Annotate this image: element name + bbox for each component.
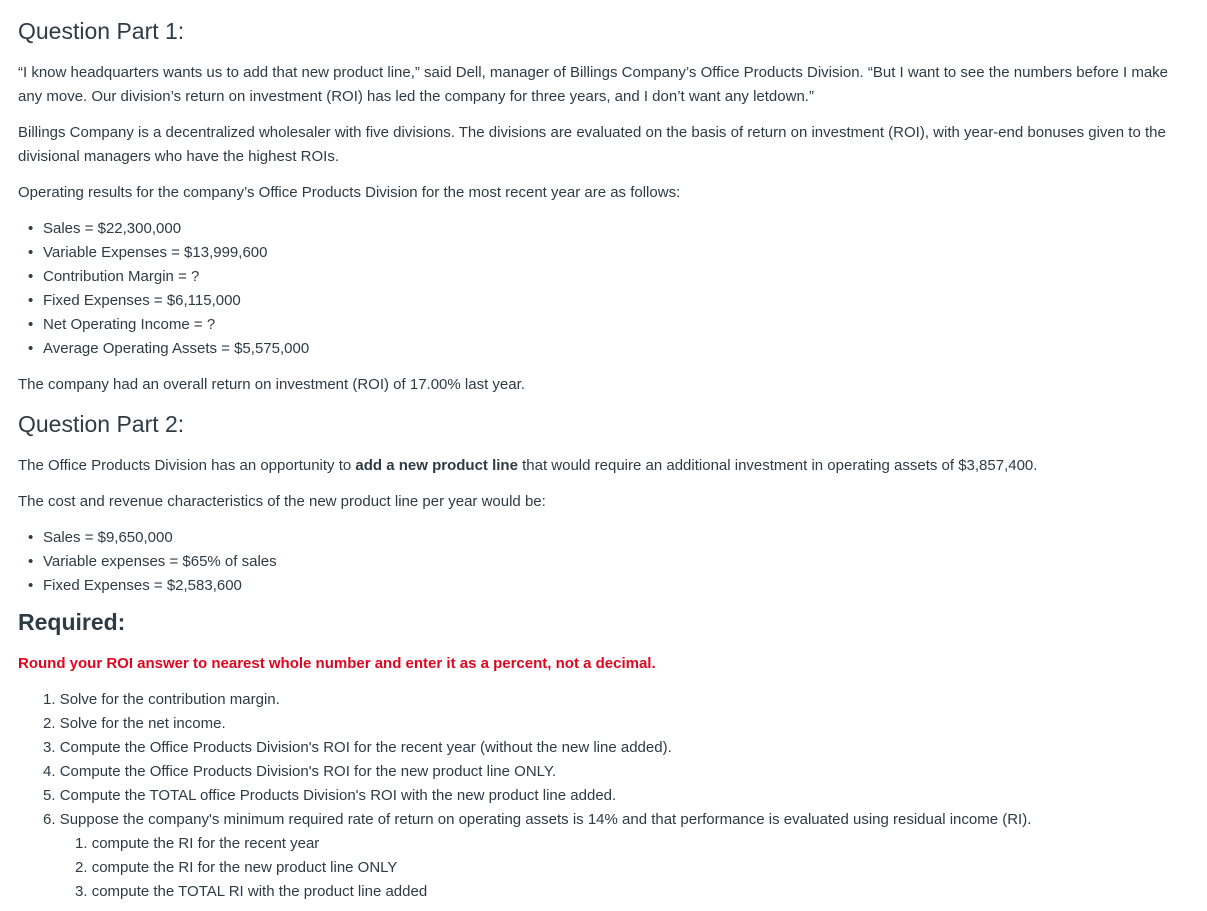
operating-results-list xyxy=(18,217,1189,361)
new-product-opportunity-paragraph xyxy=(18,454,1189,478)
item-number: 1. xyxy=(75,835,88,852)
operating-results-intro: Operating results for the company’s Office Products Division for the most recent year are as follows: xyxy=(18,184,681,201)
item-text: Compute the Office Products Division's ROI for the recent year (without the new line added). xyxy=(59,739,672,756)
overall-roi-paragraph: The company had an overall return on investment (ROI) of 17.00% last year. xyxy=(18,376,525,393)
heading-question-part-2: Question Part 2: xyxy=(18,411,185,437)
rounding-instruction: Round your ROI answer to nearest whole number and enter it as a percent, not a decimal. xyxy=(18,655,656,672)
new-product-line-list xyxy=(18,526,1189,598)
list-item-new-variable-expenses: • Variable expenses = $65% of sales xyxy=(43,550,1189,574)
list-item-sales: • Sales = $22,300,000 xyxy=(43,217,1189,241)
item-number: 2. xyxy=(43,715,56,732)
intro-quote-paragraph: “I know headquarters wants us to add that new product line,” said Dell, manager of Billings Company’s Office Products Division. “But I want to see the numbers before I make any move. Our division’s return on investment (ROI) has led the company for three years, and I don’t want any letdown.” xyxy=(18,64,1169,105)
ri-subitem-2 xyxy=(75,856,1189,880)
item-number: 3. xyxy=(75,883,88,900)
item-text: Compute the Office Products Division's ROI for the new product line ONLY. xyxy=(59,763,557,780)
item-number: 1. xyxy=(43,691,56,708)
ri-subitem-3 xyxy=(75,880,1189,904)
list-item-average-operating-assets: • Average Operating Assets = $5,575,000 xyxy=(43,337,1189,361)
list-item-variable-expenses: • Variable Expenses = $13,999,600 xyxy=(43,241,1189,265)
list-item-net-operating-income: • Net Operating Income = ? xyxy=(43,313,1189,337)
item-text: Solve for the net income. xyxy=(59,715,226,732)
required-item-1 xyxy=(43,688,1189,712)
residual-income-sublist xyxy=(43,832,1189,904)
item-number: 2. xyxy=(75,859,88,876)
heading-required: Required: xyxy=(18,609,126,635)
ri-subitem-1 xyxy=(75,832,1189,856)
list-item-contribution-margin: • Contribution Margin = ? xyxy=(43,265,1189,289)
item-text: Solve for the contribution margin. xyxy=(59,691,280,708)
item-number: 6. xyxy=(43,811,56,828)
item-number: 5. xyxy=(43,787,56,804)
required-tasks-list xyxy=(18,688,1189,904)
required-item-6 xyxy=(43,808,1189,904)
company-description-paragraph: Billings Company is a decentralized wholesaler with five divisions. The divisions are evaluated on the basis of return on investment (ROI), with year-end bonuses given to the divisional managers who have the highest ROIs. xyxy=(18,124,1166,165)
item-text: compute the RI for the new product line ONLY xyxy=(91,859,398,876)
opportunity-text-end: that would require an additional investment in operating assets of $3,857,400. xyxy=(517,457,1038,474)
required-item-2 xyxy=(43,712,1189,736)
list-item-fixed-expenses: • Fixed Expenses = $6,115,000 xyxy=(43,289,1189,313)
item-number: 3. xyxy=(43,739,56,756)
item-number: 4. xyxy=(43,763,56,780)
opportunity-text-start: The Office Products Division has an opportunity to xyxy=(18,457,356,474)
required-item-4 xyxy=(43,760,1189,784)
item-text: compute the TOTAL RI with the product line added xyxy=(91,883,428,900)
required-item-3 xyxy=(43,736,1189,760)
opportunity-bold-text: add a new product line xyxy=(355,457,518,474)
item-text: Compute the TOTAL office Products Division's ROI with the new product line added. xyxy=(59,787,617,804)
required-item-5 xyxy=(43,784,1189,808)
list-item-new-fixed-expenses: • Fixed Expenses = $2,583,600 xyxy=(43,574,1189,598)
heading-question-part-1: Question Part 1: xyxy=(18,18,185,44)
list-item-new-sales: • Sales = $9,650,000 xyxy=(43,526,1189,550)
cost-revenue-intro: The cost and revenue characteristics of the new product line per year would be: xyxy=(18,493,546,510)
item-text: compute the RI for the recent year xyxy=(91,835,320,852)
item-text: Suppose the company's minimum required rate of return on operating assets is 14% and that performance is evaluated using residual income (RI). xyxy=(59,811,1032,828)
